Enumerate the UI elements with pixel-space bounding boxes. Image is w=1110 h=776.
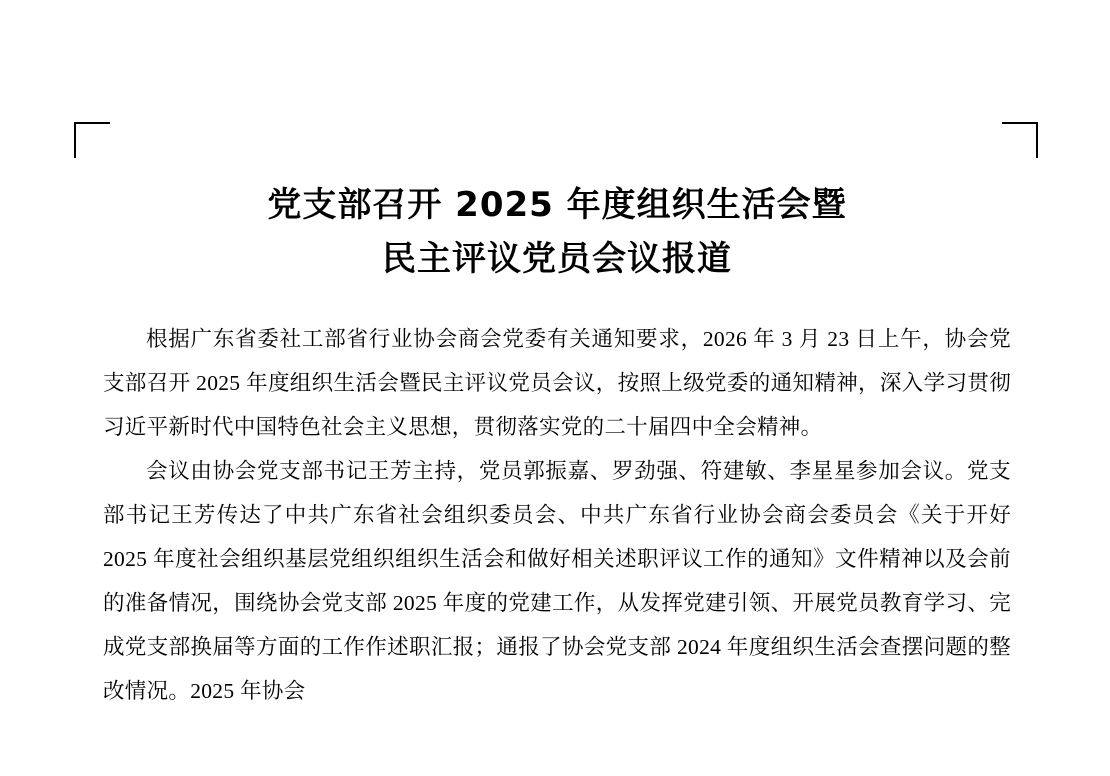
crop-mark-top-left — [74, 122, 110, 158]
paragraph-2: 会议由协会党支部书记王芳主持，党员郭振嘉、罗劲强、符建敏、李星星参加会议。党支部书记王芳传达了中共广东省社会组织委员会、中共广东省行业协会商会委员会《关于开好 2025 年度社会组织基层党组织组织生活会和做好相关述职评议工作的通知》文件精神以及会前的准备情况，围绕协会党支部 2025 年度的党建工作，从发挥党建引领、开展党员教育学习、完成党支部换届等方面的工作作述职汇报；通报了协会党支部 2024 年度组织生活会查摆问题的整改情况。2025 年协会 — [103, 458, 1011, 703]
page-title-line-1: 党支部召开 2025 年度组织生活会暨 — [267, 185, 847, 225]
crop-mark-top-right — [1002, 122, 1038, 158]
page-title — [103, 178, 1011, 287]
page-title-line-2: 民主评议党员会议报道 — [382, 239, 732, 280]
document-body — [103, 178, 1011, 713]
paragraph-1: 根据广东省委社工部省行业协会商会党委有关通知要求，2026 年 3 月 23 日上午，协会党支部召开 2025 年度组织生活会暨民主评议党员会议，按照上级党委的通知精神，深入学习贯彻习近平新时代中国特色社会主义思想，贯彻落实党的二十届四中全会精神。 — [103, 326, 1011, 439]
document-paragraphs — [103, 317, 1011, 713]
